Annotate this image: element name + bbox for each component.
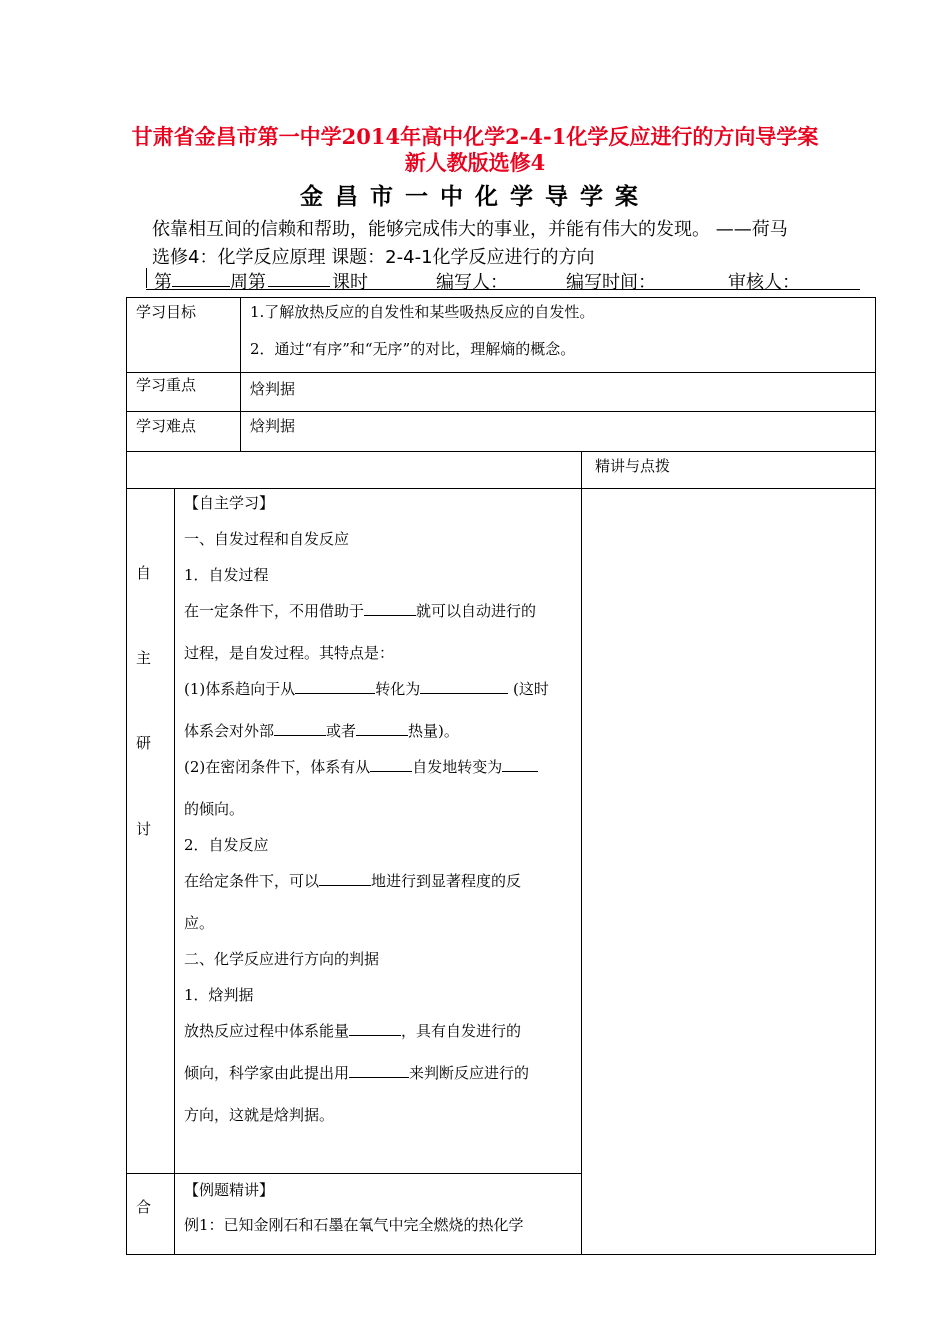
author-label: 编写人： (436, 272, 508, 293)
paragraph-4a: 在给定条件下，可以 地进行到显著程度的反 (184, 872, 522, 890)
course-line: 选修4：化学反应原理 课题：2-4-1化学反应进行的方向 (152, 247, 595, 268)
goal-1: 1.了解放热反应的自发性和某些吸热反应的自发性。 (250, 303, 595, 321)
paragraph-1b: 过程，是自发过程。其特点是： (184, 644, 395, 662)
document-title-line1: 甘肃省金昌市第一中学2014年高中化学2-4-1化学反应进行的方向导学案 (131, 124, 819, 149)
period-label: 课时 (332, 272, 368, 293)
section2-char: 合 (136, 1198, 152, 1216)
week-prefix: 第 (154, 272, 172, 293)
paragraph-2a: (1)体系趋向于从 转化为 (这时 (184, 680, 549, 698)
school-header: 金昌市一中化学导学案 (300, 183, 650, 210)
paragraph-5c: 方向，这就是焓判据。 (184, 1106, 335, 1124)
week-mid: 周第 (230, 272, 266, 293)
document-title-line2: 新人教版选修4 (404, 150, 546, 175)
meta-line (146, 268, 860, 293)
example-header: 【例题精讲】 (184, 1181, 275, 1199)
section-char-4: 讨 (136, 820, 152, 838)
heading-1: 一、自发过程和自发反应 (184, 530, 350, 548)
difficult-points-label: 学习难点 (136, 417, 197, 435)
paragraph-3a: (2)在密闭条件下，体系有从 自发地转变为 (184, 756, 538, 777)
section-char-3: 研 (136, 734, 152, 752)
key-points-value: 焓判据 (250, 380, 296, 398)
time-label: 编写时间： (566, 272, 656, 293)
heading-2-1: 1．焓判据 (184, 986, 254, 1004)
paragraph-3b: 的倾向。 (184, 800, 245, 818)
paragraph-5b: 倾向，科学家由此提出用 来判断反应进行的 (184, 1064, 530, 1082)
paragraph-4b: 应。 (184, 914, 215, 932)
goal-2: 2．通过“有序”和“无序”的对比，理解熵的概念。 (250, 340, 576, 358)
paragraph-2b: 体系会对外部 或者 热量)。 (184, 722, 459, 740)
key-points-label: 学习重点 (136, 376, 197, 394)
paragraph-5a: 放热反应过程中体系能量 ，具有自发进行的 (184, 1022, 522, 1040)
notes-header: 精讲与点拨 (595, 457, 671, 475)
motto: 依靠相互间的信赖和帮助，能够完成伟大的事业，并能有伟大的发现。 ——荷马 (152, 219, 788, 240)
section-char-2: 主 (136, 649, 152, 667)
self-study-header: 【自主学习】 (184, 494, 275, 512)
reviewer-label: 审核人： (728, 272, 800, 293)
goals-label: 学习目标 (136, 303, 197, 321)
section-char-1: 自 (136, 564, 152, 582)
heading-2: 二、化学反应进行方向的判据 (184, 950, 380, 968)
difficult-points-value: 焓判据 (250, 417, 296, 435)
example-1: 例1：已知金刚石和石墨在氧气中完全燃烧的热化学 (184, 1216, 524, 1234)
paragraph-1a: 在一定条件下，不用借助于 就可以自动进行的 (184, 602, 537, 620)
heading-1-2: 2．自发反应 (184, 836, 269, 854)
heading-1-1: 1．自发过程 (184, 566, 269, 584)
